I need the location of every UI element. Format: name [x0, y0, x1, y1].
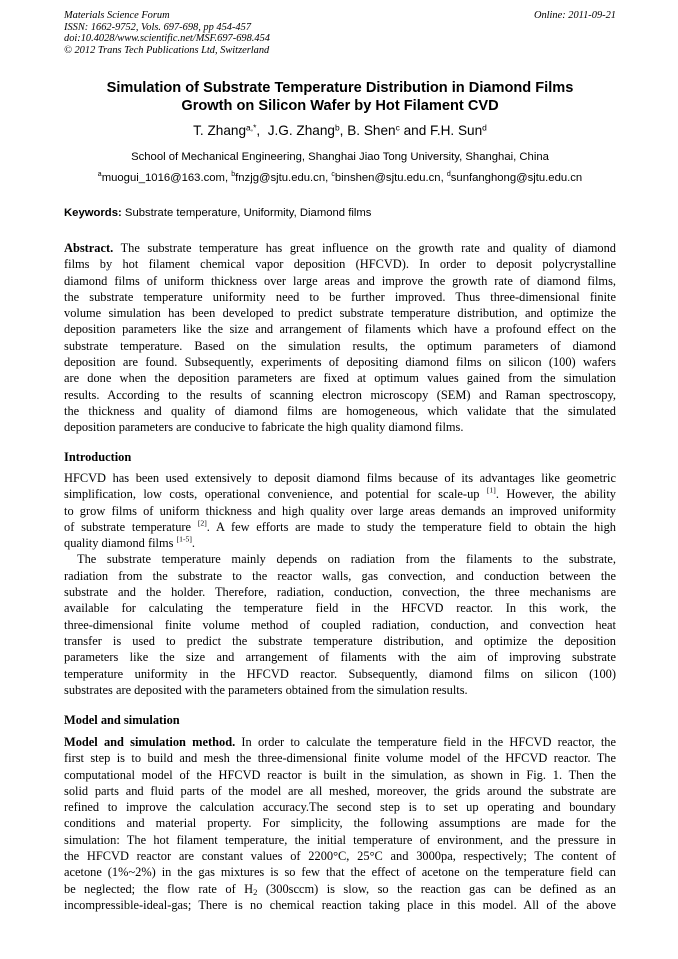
subsection-label: Model and simulation method.	[64, 735, 236, 749]
abstract-text: The substrate temperature has great influence on the growth rate and quality of diamond	[113, 241, 616, 255]
intro-text: of substrate temperature	[64, 519, 198, 534]
intro-line: The substrate temperature mainly depends on radiation from the filaments to the substrate,	[77, 552, 616, 567]
abstract-line: results. According to the results of scanning electron microscopy (SEM) and Raman spectroscopy,	[64, 387, 616, 402]
email-superscript: d	[446, 171, 451, 179]
intro-text: .	[191, 536, 195, 551]
email-link[interactable]: sunfanghong@sjtu.edu.cn	[450, 172, 583, 184]
model-line: refined to improve the calculation accuracy.The second step is to set up operating and boundary	[64, 800, 616, 815]
abstract-line: substrate temperature. Based on the simulation results, the optimum parameters of diamond	[64, 338, 616, 353]
model-line: acetone (1%~2%) in the gas mixtures is so few that the effect of acetone on the temperature field can	[64, 865, 616, 880]
model-line: simulation: The hot filament temperature, the initial temperature of environment, and the pressure in	[64, 832, 616, 847]
model-line: the HFCVD reactor are constant values of 2200°C, 25°C and 3000pa, respectively; The content of	[64, 849, 616, 864]
abstract-line: volume simulation has been developed to predict substrate temperature distribution, and optimize the	[64, 306, 616, 321]
abstract-line: diamond films of uniform thickness over large areas and improve the growth rate of diamond films,	[64, 273, 616, 288]
email-list	[64, 171, 616, 185]
email-link[interactable]: muogui_1016@163.com,	[101, 172, 232, 184]
intro-line: substrates are deposited with the parameters obtained from the simulation results.	[64, 682, 468, 697]
intro-line: three-dimensional finite volume method of coupled radiation, conduction, and convection heat	[64, 617, 616, 632]
paper-title	[64, 79, 616, 115]
author-superscript: c	[395, 122, 400, 133]
abstract-line: are done when the deposition parameters are fixed at optimum values gained from the simulation	[64, 371, 616, 386]
issn-line: ISSN: 1662-9752, Vols. 697-698, pp 454-457	[64, 21, 252, 33]
doi-line: doi:10.4028/www.scientific.net/MSF.697-698.454	[64, 33, 270, 44]
keywords-label: Keywords:	[64, 207, 122, 219]
citation-ref: [2]	[197, 518, 207, 528]
email-link[interactable]: binshen@sjtu.edu.cn,	[334, 172, 447, 184]
intro-text: quality diamond films	[64, 536, 177, 551]
model-body	[64, 734, 616, 913]
abstract-line: deposition parameters like the size and arrangement of filaments which have a profound effect on the	[64, 322, 616, 337]
intro-text: simplification, low costs, operational convenience, and potential for scale-up	[64, 487, 487, 502]
intro-text: . However, the ability	[495, 487, 616, 502]
author-superscript: a,*	[246, 122, 257, 133]
intro-line: HFCVD has been used extensively to deposit diamond films because of its advantages like geometric	[64, 471, 616, 485]
copyright-line: © 2012 Trans Tech Publications Ltd, Switzerland	[64, 44, 270, 56]
online-date: Online: 2011-09-21	[533, 10, 616, 21]
introduction-body	[64, 470, 616, 698]
model-line: first step is to build and mesh the three-dimensional finite volume model of the HFCVD reactor. The	[64, 751, 616, 766]
title-line: Simulation of Substrate Temperature Distribution in Diamond Films	[106, 80, 574, 96]
title-line: Growth on Silicon Wafer by Hot Filament CVD	[181, 98, 499, 114]
citation-ref: [1-5]	[176, 534, 192, 544]
author-name: T. Zhang	[193, 123, 247, 138]
keywords-line	[64, 206, 616, 220]
author-separator: and	[399, 123, 431, 138]
email-superscript: c	[331, 171, 335, 179]
model-line: computational model of the HFCVD reactor is built in the simulation, as shown in Fig. 1. Then the	[64, 767, 616, 782]
intro-line: to grow films of uniform thickness and high quality over large areas demands an improved uniformity	[64, 503, 616, 518]
model-line	[64, 881, 616, 897]
author-name: B. Shen	[347, 123, 396, 138]
intro-line: available for calculating the temperature field in the HFCVD reactor. In this work, the	[64, 601, 616, 616]
intro-line	[64, 535, 616, 551]
model-line: conditions and material property. For simplicity, the following assumptions are made for the	[64, 816, 616, 831]
intro-text: . A few efforts are made to study the temperature field to obtain the high	[206, 519, 616, 534]
model-line	[64, 734, 616, 750]
author-name: F.H. Sun	[430, 123, 483, 138]
abstract-line: films by hot filament chemical vapor deposition (HFCVD). In order to deposit polycrystalline	[64, 257, 616, 272]
intro-line	[64, 486, 616, 502]
email-link[interactable]: fnzjg@sjtu.edu.cn,	[235, 172, 332, 184]
author-separator: ,	[339, 123, 348, 138]
author-list	[64, 122, 616, 140]
abstract-line: deposition parameters are conducive to fabricate the high quality diamond films.	[64, 420, 464, 435]
intro-line: temperature uniformity in the HFCVD reactor. Subsequently, diamond films on silicon (100)	[64, 666, 616, 681]
intro-line: transfer is used to predict the substrate temperature distribution, and optimize the deposition	[64, 633, 616, 648]
affiliation: School of Mechanical Engineering, Shanghai Jiao Tong University, Shanghai, China	[131, 151, 549, 163]
author-name: J.G. Zhang	[267, 123, 335, 138]
journal-header	[64, 10, 616, 56]
abstract-line: the substrate temperature uniformity need to be further improved. Thus three-dimensional finite	[64, 289, 616, 304]
abstract-label: Abstract.	[64, 241, 114, 255]
model-text: (300sccm) is slow, so the reaction gas can be defined as an	[257, 881, 616, 896]
model-text: be neglected; the flow rate of H	[64, 881, 254, 896]
model-line: solid parts and fluid parts of the model are all meshed, moreover, the grids around the substrate are	[64, 783, 616, 798]
email-superscript: b	[231, 171, 236, 179]
intro-line: parameters like the size and arrangement of filaments with the aim of improving substrate	[64, 650, 616, 665]
abstract-line: the thickness and quality of diamond films are homogeneous, which validate that the simulated	[64, 403, 616, 418]
author-separator: ,	[256, 123, 268, 138]
model-line: incompressible-ideal-gas; There is no chemical reaction taking place in this model. All of the above	[64, 897, 616, 912]
author-superscript: d	[482, 122, 487, 133]
abstract-line: deposition are found. Subsequently, experiments of depositing diamond films on silicon (100) wafers	[64, 355, 616, 370]
email-superscript: a	[97, 171, 102, 179]
keywords-text: Substrate temperature, Uniformity, Diamond films	[121, 207, 372, 219]
abstract-paragraph	[64, 240, 616, 436]
model-text: In order to calculate the temperature field in the HFCVD reactor, the	[235, 735, 616, 749]
intro-line	[64, 519, 616, 535]
author-superscript: b	[334, 122, 340, 133]
subscript: 2	[253, 886, 258, 897]
intro-line: radiation from the substrate to the reactor walls, gas convection, and conduction between the	[64, 568, 616, 583]
abstract-line	[64, 240, 616, 256]
citation-ref: [1]	[486, 485, 496, 495]
section-heading-model: Model and simulation	[64, 713, 180, 727]
section-heading-introduction: Introduction	[64, 450, 132, 464]
journal-name: Materials Science Forum	[64, 10, 170, 21]
intro-line: substrate and the holder. Therefore, radiation, conduction, convection, the three mechanisms are	[64, 585, 616, 600]
